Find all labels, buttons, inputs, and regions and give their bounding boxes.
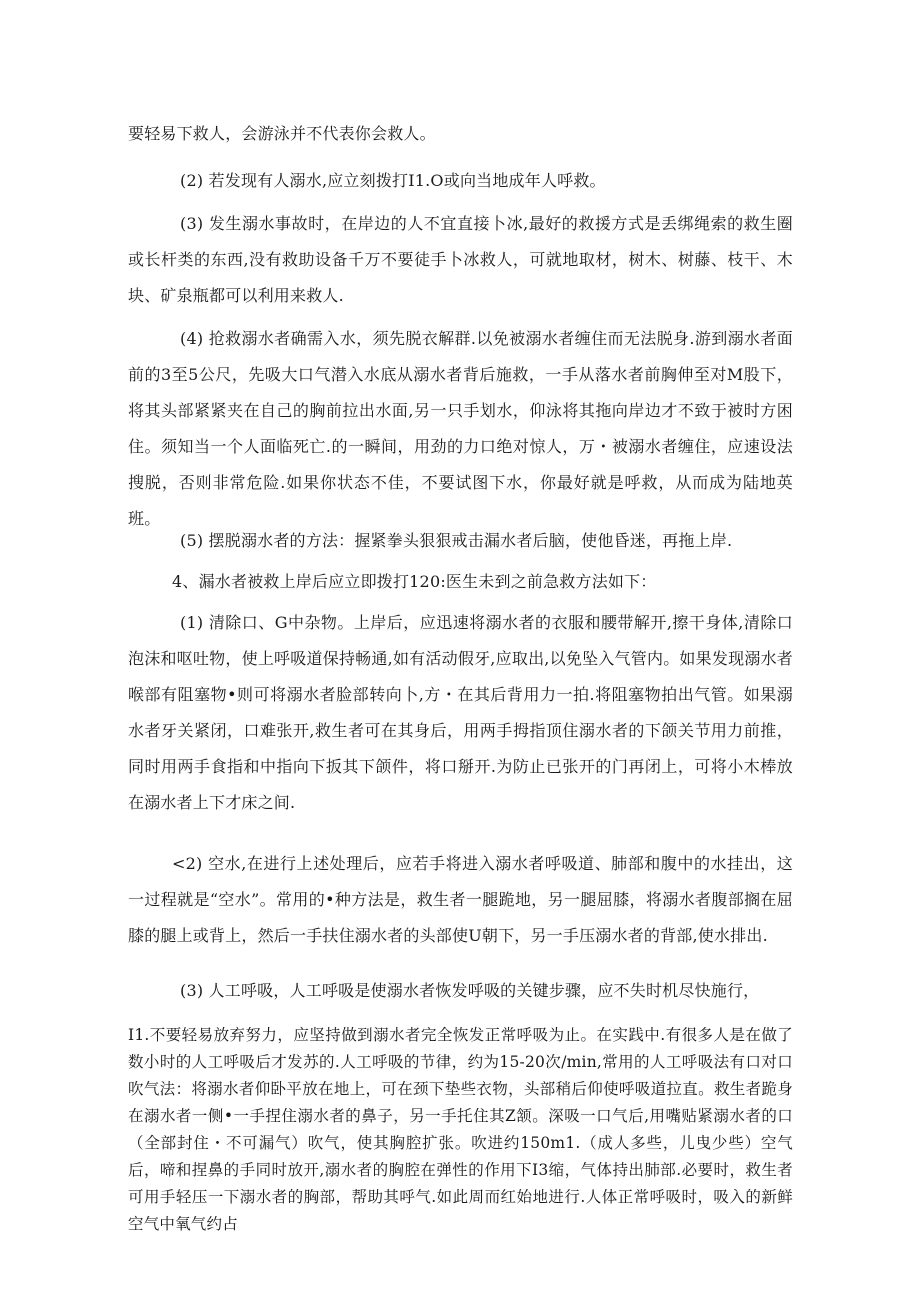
paragraph-5: (5) 摆脱溺水者的方法：握紧拳头狠狠戒击漏水者后脑，使他昏迷，再拖上岸. (180, 531, 733, 550)
paragraph-9: (3) 人工呼吸，人工呼吸是使溺水者恢发呼吸的关键步骤，应不失时机尽快施行， (180, 981, 760, 1000)
paragraph-8: <2) 空水,在进行上述处理后，应若手将进入溺水者呼吸道、肺部和腹中的水挂出，这一过程就是“空水”。常用的•种方法是，救生者一腿跪地，另一腿屈膝，将溺水者腹部搁在屈膝的腿上或背上，然后一手扶住溺水者的头部使U朝下，另一手压溺水者的背部,使水排出. (128, 854, 793, 945)
paragraph-2: (2) 若发现有人溺水,应立刻拨打I1.O或向当地成年人呼救。 (180, 171, 606, 190)
paragraph-7: (1) 清除口、G中杂物。上岸后，应迅速将溺水者的衣服和腰带解开,擦干身体,清除口泡沫和呕吐物，使上呼吸道保持畅通,如有活动假牙,应取出,以免坠入气管内。如果发现溺水者喉部有阻塞物•则可将溺水者脸部转向卜,方・在其后背用力一拍.将阻塞物拍出气管。如果溺水者牙关紧闭，口难张开,救生者可在其身后，用两手拇指顶住溺水者的下颌关节用力前推，同时用两手食指和中指向下扳其下颌件，将口掰开.为防止已张开的门再闭上，可将小木棒放在溺水者上下才床之间. (128, 613, 793, 812)
paragraph-6: 4、漏水者被救上岸后应立即拨打120:医生未到之前急救方法如下： (172, 572, 657, 591)
paragraph-3: (3) 发生溺水事故时，在岸边的人不宜直接卜冰,最好的救援方式是丢绑绳索的救生圈或长杆类的东西,没有救助设备千万不要徒手卜冰救人，可就地取材，树木、树藤、枝干、木块、矿泉瓶都可以利用来救人. (128, 214, 793, 305)
paragraph-1: 要轻易下救人，会游泳并不代表你会救人。 (128, 124, 436, 143)
paragraph-4: (4) 抢救溺水者确需入水，须先脱衣解群.以免被溺水者缠住而无法脱身.游到溺水者面前的3至5公尺，先吸大口气潜入水底从溺水者背后施救，一手从落水者前胸伸至对M股下，将其头部紧紧夹在自己的胸前拉出水面,另一只手划水，仰泳将其拖向岸边才不致于被时方困住。须知当一个人面临死亡.的一瞬间，用劲的力口绝对惊人，万・被溺水者缠住，应速设法搜脱，否则非常危险.如果你状态不佳，不要试图下水，你最好就是呼救，从而成为陆地英班。 (128, 329, 793, 528)
paragraph-10: I1.不要轻易放弃努力，应坚持做到溺水者完全恢发正常呼吸为止。在实践中.有很多人是在做了数小时的人工呼吸后才发苏的.人工呼吸的节律，约为15-20次/min,常用的人工呼吸法有口对口吹气法：将溺水者仰卧平放在地上，可在颈下垫些衣物，头部稍后仰使呼吸道拉直。救生者跪身在溺水者一侧•一手捏住溺水者的鼻子，另一手托住其Z颔。深吸一口气后,用嘴贴紧溺水者的口（全部封住・不可漏气）吹气，使其胸腔扩张。吹进约150m1.（成人多些，儿曳少些）空气后，啼和捏鼻的手同时放开,溺水者的胸腔在弹性的作用下I3缩，气体持出肺部.必要时，救生者可用手轻压一下溺水者的胸部，帮助其呼气.如此周而红始地进行.人体正常呼吸时，吸入的新鲜空气中氧气约占 (128, 1026, 793, 1233)
